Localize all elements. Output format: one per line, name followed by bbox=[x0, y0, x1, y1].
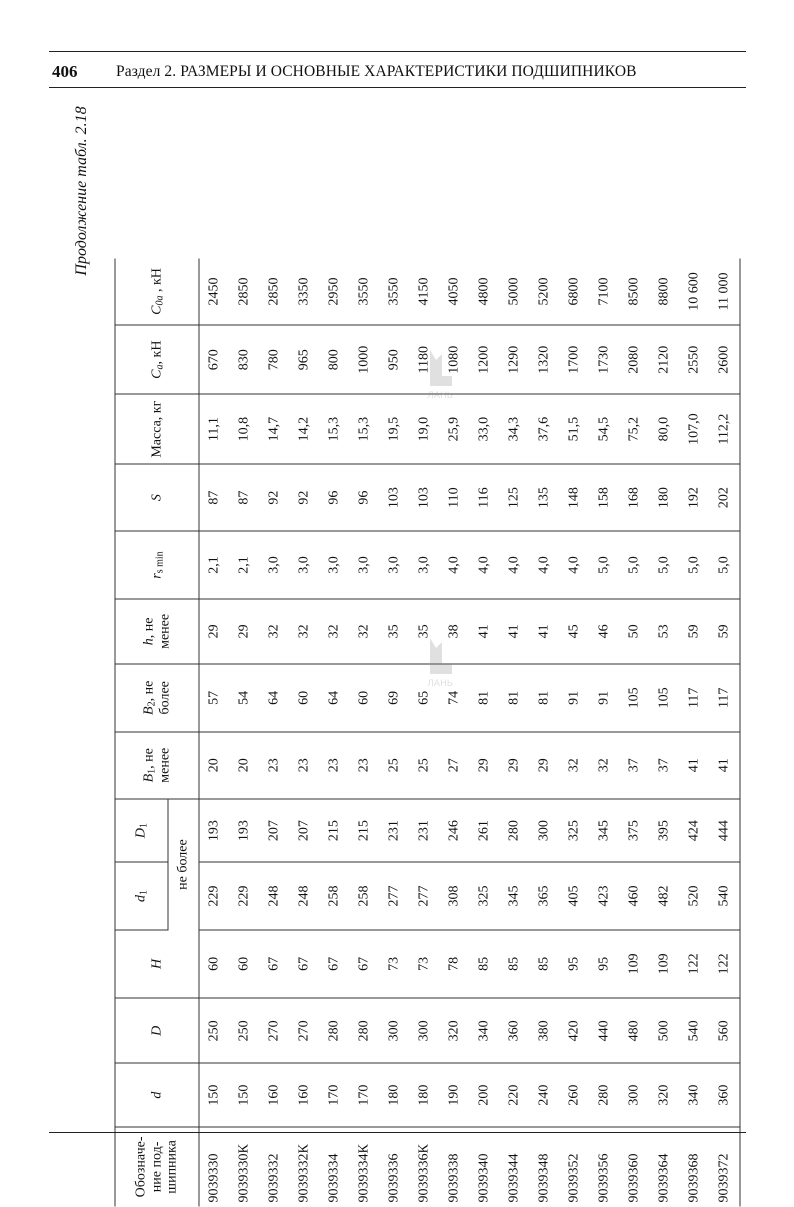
cell-B2: 81 bbox=[470, 664, 500, 731]
col-d1: $d_1$ bbox=[115, 862, 168, 929]
cell-Ca: 2550 bbox=[680, 325, 710, 394]
cell-d1: 248 bbox=[260, 862, 290, 929]
cell-d1: 423 bbox=[590, 862, 620, 929]
cell-B1: 27 bbox=[440, 732, 470, 799]
cell-rs-min: 4,0 bbox=[470, 531, 500, 598]
col-C0a: $C_{0a}$ , кН bbox=[115, 259, 199, 325]
cell-S: 135 bbox=[530, 464, 560, 531]
cell-rs-min: 3,0 bbox=[260, 531, 290, 598]
cell-H: 60 bbox=[230, 930, 260, 998]
cell-Ca: 950 bbox=[380, 325, 410, 394]
cell-C0a: 2450 bbox=[199, 259, 230, 325]
cell-d: 300 bbox=[620, 1064, 650, 1127]
cell-d1: 405 bbox=[560, 862, 590, 929]
cell-mass: 10,8 bbox=[230, 394, 260, 463]
col-not-more: не более bbox=[168, 799, 199, 930]
cell-mass: 33,0 bbox=[470, 394, 500, 463]
cell-C0a: 3550 bbox=[350, 259, 380, 325]
cell-d1: 482 bbox=[650, 862, 680, 929]
cell-h: 41 bbox=[470, 599, 500, 664]
cell-D1: 231 bbox=[380, 799, 410, 862]
cell-rs-min: 5,0 bbox=[680, 531, 710, 598]
cell-H: 109 bbox=[620, 930, 650, 998]
cell-mass: 11,1 bbox=[199, 394, 230, 463]
cell-h: 45 bbox=[560, 599, 590, 664]
cell-h: 35 bbox=[410, 599, 440, 664]
cell-S: 202 bbox=[710, 464, 741, 531]
cell-h: 29 bbox=[230, 599, 260, 664]
cell-B2: 54 bbox=[230, 664, 260, 731]
cell-C0a: 2850 bbox=[230, 259, 260, 325]
cell-D: 500 bbox=[650, 998, 680, 1063]
cell-Ca: 1080 bbox=[440, 325, 470, 394]
cell-B1: 25 bbox=[410, 732, 440, 799]
cell-designation: 9039356 bbox=[596, 1153, 612, 1203]
cell-S: 110 bbox=[440, 464, 470, 531]
cell-D1: 375 bbox=[620, 799, 650, 862]
cell-D: 340 bbox=[470, 998, 500, 1063]
cell-D: 540 bbox=[680, 998, 710, 1063]
cell-h: 32 bbox=[320, 599, 350, 664]
cell-H: 95 bbox=[560, 930, 590, 998]
cell-designation: 9039352 bbox=[566, 1153, 582, 1203]
cell-d: 150 bbox=[230, 1064, 260, 1127]
cell-D1: 395 bbox=[650, 799, 680, 862]
cell-designation: 9039336 bbox=[386, 1153, 402, 1203]
cell-Ca: 830 bbox=[230, 325, 260, 394]
cell-C0a: 10 600 bbox=[680, 259, 710, 325]
cell-d: 280 bbox=[590, 1064, 620, 1127]
cell-H: 67 bbox=[290, 930, 320, 998]
cell-D1: 424 bbox=[680, 799, 710, 862]
cell-B1: 25 bbox=[380, 732, 410, 799]
cell-B2: 60 bbox=[350, 664, 380, 731]
cell-designation: 9039334К bbox=[356, 1144, 372, 1203]
svg-text:ЛАНЬ: ЛАНЬ bbox=[427, 679, 453, 689]
cell-mass: 15,3 bbox=[320, 394, 350, 463]
cell-Ca: 2080 bbox=[620, 325, 650, 394]
cell-C0a: 2950 bbox=[320, 259, 350, 325]
col-D1: $D_1$ bbox=[115, 799, 168, 862]
col-h: h, не менее bbox=[115, 599, 199, 664]
cell-d: 220 bbox=[500, 1064, 530, 1127]
cell-D1: 345 bbox=[590, 799, 620, 862]
cell-d: 160 bbox=[260, 1064, 290, 1127]
cell-C0a: 11 000 bbox=[710, 259, 741, 325]
cell-S: 96 bbox=[350, 464, 380, 531]
cell-d: 160 bbox=[290, 1064, 320, 1127]
cell-D: 300 bbox=[410, 998, 440, 1063]
cell-rs-min: 3,0 bbox=[350, 531, 380, 598]
cell-S: 92 bbox=[260, 464, 290, 531]
cell-C0a: 5200 bbox=[530, 259, 560, 325]
cell-Ca: 1320 bbox=[530, 325, 560, 394]
cell-H: 85 bbox=[500, 930, 530, 998]
cell-D1: 261 bbox=[470, 799, 500, 862]
cell-D: 250 bbox=[230, 998, 260, 1063]
cell-S: 168 bbox=[620, 464, 650, 531]
cell-H: 67 bbox=[320, 930, 350, 998]
cell-designation: 9039330 bbox=[206, 1153, 222, 1203]
cell-rs-min: 5,0 bbox=[590, 531, 620, 598]
cell-B2: 91 bbox=[590, 664, 620, 731]
cell-B1: 23 bbox=[350, 732, 380, 799]
cell-d1: 229 bbox=[199, 862, 230, 929]
header-rule bbox=[49, 87, 746, 88]
cell-H: 122 bbox=[710, 930, 741, 998]
cell-B1: 29 bbox=[500, 732, 530, 799]
col-B1: $B_1$, не менее bbox=[115, 732, 199, 799]
cell-d1: 365 bbox=[530, 862, 560, 929]
cell-mass: 112,2 bbox=[710, 394, 741, 463]
cell-h: 41 bbox=[530, 599, 560, 664]
cell-C0a: 6800 bbox=[560, 259, 590, 325]
cell-mass: 51,5 bbox=[560, 394, 590, 463]
cell-mass: 34,3 bbox=[500, 394, 530, 463]
cell-D1: 193 bbox=[230, 799, 260, 862]
cell-D1: 207 bbox=[290, 799, 320, 862]
cell-B1: 32 bbox=[560, 732, 590, 799]
publisher-watermark-lower bbox=[422, 634, 458, 690]
cell-rs-min: 3,0 bbox=[410, 531, 440, 598]
cell-D: 320 bbox=[440, 998, 470, 1063]
cell-Ca: 1200 bbox=[470, 325, 500, 394]
cell-D1: 444 bbox=[710, 799, 741, 862]
cell-H: 122 bbox=[680, 930, 710, 998]
col-mass: Масса, кг bbox=[115, 394, 199, 463]
cell-H: 73 bbox=[410, 930, 440, 998]
cell-D1: 246 bbox=[440, 799, 470, 862]
cell-Ca: 1290 bbox=[500, 325, 530, 394]
cell-H: 85 bbox=[530, 930, 560, 998]
cell-C0a: 4800 bbox=[470, 259, 500, 325]
cell-d: 360 bbox=[710, 1064, 741, 1127]
cell-S: 87 bbox=[199, 464, 230, 531]
cell-B2: 60 bbox=[290, 664, 320, 731]
cell-H: 67 bbox=[260, 930, 290, 998]
cell-B1: 23 bbox=[260, 732, 290, 799]
cell-designation: 9039372 bbox=[716, 1153, 732, 1203]
cell-d: 150 bbox=[199, 1064, 230, 1127]
cell-d1: 460 bbox=[620, 862, 650, 929]
col-designation: Обозначе-ние под-шипника bbox=[115, 1127, 199, 1207]
cell-mass: 54,5 bbox=[590, 394, 620, 463]
cell-mass: 37,6 bbox=[530, 394, 560, 463]
cell-rs-min: 4,0 bbox=[440, 531, 470, 598]
cell-d1: 520 bbox=[680, 862, 710, 929]
table-row bbox=[290, 259, 320, 1207]
cell-designation: 9039336К bbox=[416, 1144, 432, 1203]
table-row bbox=[380, 259, 410, 1207]
cell-designation: 9039344 bbox=[506, 1153, 522, 1203]
cell-h: 50 bbox=[620, 599, 650, 664]
cell-B1: 37 bbox=[650, 732, 680, 799]
table-row bbox=[710, 259, 741, 1207]
cell-rs-min: 3,0 bbox=[290, 531, 320, 598]
cell-rs-min: 5,0 bbox=[650, 531, 680, 598]
cell-C0a: 7100 bbox=[590, 259, 620, 325]
cell-S: 103 bbox=[380, 464, 410, 531]
table-row bbox=[590, 259, 620, 1207]
cell-D: 420 bbox=[560, 998, 590, 1063]
cell-D: 280 bbox=[320, 998, 350, 1063]
cell-S: 192 bbox=[680, 464, 710, 531]
cell-B1: 23 bbox=[320, 732, 350, 799]
cell-B2: 105 bbox=[620, 664, 650, 731]
cell-B2: 64 bbox=[260, 664, 290, 731]
table-row bbox=[230, 259, 260, 1207]
cell-d: 180 bbox=[410, 1064, 440, 1127]
col-rs-min: $r_{s min}$ bbox=[115, 531, 199, 598]
cell-mass: 19,0 bbox=[410, 394, 440, 463]
bottom-rule bbox=[49, 1132, 746, 1133]
cell-rs-min: 3,0 bbox=[320, 531, 350, 598]
cell-designation: 9039332 bbox=[266, 1153, 282, 1203]
cell-h: 35 bbox=[380, 599, 410, 664]
cell-rs-min: 5,0 bbox=[710, 531, 741, 598]
cell-rs-min: 2,1 bbox=[230, 531, 260, 598]
cell-d: 240 bbox=[530, 1064, 560, 1127]
cell-d: 200 bbox=[470, 1064, 500, 1127]
cell-C0a: 8800 bbox=[650, 259, 680, 325]
cell-S: 158 bbox=[590, 464, 620, 531]
table-row bbox=[560, 259, 590, 1207]
cell-B1: 41 bbox=[680, 732, 710, 799]
cell-D: 270 bbox=[290, 998, 320, 1063]
cell-d1: 258 bbox=[320, 862, 350, 929]
cell-Ca: 965 bbox=[290, 325, 320, 394]
cell-h: 41 bbox=[500, 599, 530, 664]
cell-B2: 117 bbox=[710, 664, 741, 731]
cell-Ca: 2600 bbox=[710, 325, 741, 394]
cell-H: 78 bbox=[440, 930, 470, 998]
cell-S: 92 bbox=[290, 464, 320, 531]
cell-d: 320 bbox=[650, 1064, 680, 1127]
cell-d1: 229 bbox=[230, 862, 260, 929]
cell-D1: 215 bbox=[320, 799, 350, 862]
cell-D: 270 bbox=[260, 998, 290, 1063]
cell-S: 96 bbox=[320, 464, 350, 531]
publisher-watermark-upper bbox=[422, 346, 458, 402]
cell-B2: 69 bbox=[380, 664, 410, 731]
cell-H: 73 bbox=[380, 930, 410, 998]
cell-C0a: 8500 bbox=[620, 259, 650, 325]
cell-B1: 20 bbox=[230, 732, 260, 799]
cell-mass: 19,5 bbox=[380, 394, 410, 463]
col-S: S bbox=[115, 464, 199, 531]
cell-B1: 32 bbox=[590, 732, 620, 799]
table-row bbox=[260, 259, 290, 1207]
cell-Ca: 1730 bbox=[590, 325, 620, 394]
cell-Ca: 2120 bbox=[650, 325, 680, 394]
cell-d: 340 bbox=[680, 1064, 710, 1127]
cell-D1: 280 bbox=[500, 799, 530, 862]
cell-D: 480 bbox=[620, 998, 650, 1063]
table-row bbox=[320, 259, 350, 1207]
cell-designation: 9039360 bbox=[626, 1153, 642, 1203]
cell-rs-min: 5,0 bbox=[620, 531, 650, 598]
cell-B2: 57 bbox=[199, 664, 230, 731]
cell-B1: 29 bbox=[470, 732, 500, 799]
cell-B2: 105 bbox=[650, 664, 680, 731]
cell-C0a: 2850 bbox=[260, 259, 290, 325]
cell-H: 85 bbox=[470, 930, 500, 998]
cell-rs-min: 2,1 bbox=[199, 531, 230, 598]
cell-designation: 9039332К bbox=[296, 1144, 312, 1203]
cell-rs-min: 4,0 bbox=[530, 531, 560, 598]
cell-d1: 277 bbox=[380, 862, 410, 929]
cell-D1: 215 bbox=[350, 799, 380, 862]
cell-designation: 9039334 bbox=[326, 1153, 342, 1203]
col-Ca: $C_a$, кН bbox=[115, 325, 199, 394]
cell-B2: 81 bbox=[500, 664, 530, 731]
cell-designation: 9039338 bbox=[446, 1153, 462, 1203]
cell-Ca: 1180 bbox=[410, 325, 440, 394]
cell-C0a: 4150 bbox=[410, 259, 440, 325]
table-row bbox=[350, 259, 380, 1207]
cell-h: 32 bbox=[290, 599, 320, 664]
cell-h: 32 bbox=[260, 599, 290, 664]
cell-H: 109 bbox=[650, 930, 680, 998]
cell-d1: 540 bbox=[710, 862, 741, 929]
page-number: 406 bbox=[52, 62, 78, 81]
cell-B2: 117 bbox=[680, 664, 710, 731]
cell-designation: 9039368 bbox=[686, 1153, 702, 1203]
cell-designation: 9039330К bbox=[236, 1144, 252, 1203]
cell-mass: 75,2 bbox=[620, 394, 650, 463]
col-H: H bbox=[115, 930, 199, 998]
cell-D1: 231 bbox=[410, 799, 440, 862]
cell-rs-min: 4,0 bbox=[560, 531, 590, 598]
cell-d: 190 bbox=[440, 1064, 470, 1127]
cell-D: 440 bbox=[590, 998, 620, 1063]
cell-mass: 14,7 bbox=[260, 394, 290, 463]
cell-d: 170 bbox=[320, 1064, 350, 1127]
cell-mass: 80,0 bbox=[650, 394, 680, 463]
cell-D: 300 bbox=[380, 998, 410, 1063]
cell-B1: 37 bbox=[620, 732, 650, 799]
cell-B1: 29 bbox=[530, 732, 560, 799]
cell-D: 280 bbox=[350, 998, 380, 1063]
cell-d: 260 bbox=[560, 1064, 590, 1127]
cell-Ca: 1000 bbox=[350, 325, 380, 394]
cell-rs-min: 3,0 bbox=[380, 531, 410, 598]
cell-h: 46 bbox=[590, 599, 620, 664]
cell-Ca: 780 bbox=[260, 325, 290, 394]
continuation-label: Продолжение табл. 2.18 bbox=[73, 106, 90, 276]
cell-D: 360 bbox=[500, 998, 530, 1063]
cell-B1: 23 bbox=[290, 732, 320, 799]
cell-Ca: 1700 bbox=[560, 325, 590, 394]
col-B2: $B_2$, не более bbox=[115, 664, 199, 731]
cell-d1: 308 bbox=[440, 862, 470, 929]
cell-h: 32 bbox=[350, 599, 380, 664]
col-d: d bbox=[115, 1064, 199, 1127]
col-D: D bbox=[115, 998, 199, 1063]
cell-S: 103 bbox=[410, 464, 440, 531]
cell-B2: 74 bbox=[440, 664, 470, 731]
cell-D: 250 bbox=[199, 998, 230, 1063]
cell-d1: 345 bbox=[500, 862, 530, 929]
cell-D1: 300 bbox=[530, 799, 560, 862]
cell-mass: 107,0 bbox=[680, 394, 710, 463]
cell-C0a: 3550 bbox=[380, 259, 410, 325]
table-row bbox=[530, 259, 560, 1207]
running-title: Раздел 2. РАЗМЕРЫ И ОСНОВНЫЕ ХАРАКТЕРИСТИКИ ПОДШИПНИКОВ bbox=[116, 63, 637, 80]
cell-designation: 9039340 bbox=[476, 1153, 492, 1203]
table-row bbox=[470, 259, 500, 1207]
cell-C0a: 5000 bbox=[500, 259, 530, 325]
cell-h: 53 bbox=[650, 599, 680, 664]
cell-h: 59 bbox=[710, 599, 741, 664]
cell-B2: 81 bbox=[530, 664, 560, 731]
cell-B2: 64 bbox=[320, 664, 350, 731]
cell-B2: 65 bbox=[410, 664, 440, 731]
table-row bbox=[620, 259, 650, 1207]
cell-mass: 25,9 bbox=[440, 394, 470, 463]
cell-B2: 91 bbox=[560, 664, 590, 731]
cell-S: 180 bbox=[650, 464, 680, 531]
cell-D: 560 bbox=[710, 998, 741, 1063]
cell-D1: 193 bbox=[199, 799, 230, 862]
cell-S: 148 bbox=[560, 464, 590, 531]
cell-d: 170 bbox=[350, 1064, 380, 1127]
cell-Ca: 670 bbox=[199, 325, 230, 394]
table-row bbox=[650, 259, 680, 1207]
table-body bbox=[199, 259, 740, 1207]
cell-C0a: 3350 bbox=[290, 259, 320, 325]
top-rule bbox=[49, 51, 746, 52]
cell-H: 67 bbox=[350, 930, 380, 998]
table-row bbox=[500, 259, 530, 1207]
svg-text:ЛАНЬ: ЛАНЬ bbox=[427, 391, 453, 401]
cell-B1: 20 bbox=[199, 732, 230, 799]
cell-Ca: 800 bbox=[320, 325, 350, 394]
cell-h: 59 bbox=[680, 599, 710, 664]
table-row bbox=[199, 259, 230, 1207]
cell-D1: 207 bbox=[260, 799, 290, 862]
cell-S: 87 bbox=[230, 464, 260, 531]
cell-mass: 14,2 bbox=[290, 394, 320, 463]
cell-designation: 9039364 bbox=[656, 1153, 672, 1203]
cell-D: 380 bbox=[530, 998, 560, 1063]
cell-rs-min: 4,0 bbox=[500, 531, 530, 598]
cell-B1: 41 bbox=[710, 732, 741, 799]
cell-mass: 15,3 bbox=[350, 394, 380, 463]
cell-designation: 9039348 bbox=[536, 1153, 552, 1203]
cell-d: 180 bbox=[380, 1064, 410, 1127]
cell-h: 29 bbox=[199, 599, 230, 664]
cell-H: 60 bbox=[199, 930, 230, 998]
cell-d1: 258 bbox=[350, 862, 380, 929]
cell-h: 38 bbox=[440, 599, 470, 664]
table-row bbox=[680, 259, 710, 1207]
cell-S: 125 bbox=[500, 464, 530, 531]
cell-d1: 277 bbox=[410, 862, 440, 929]
cell-D1: 325 bbox=[560, 799, 590, 862]
cell-C0a: 4050 bbox=[440, 259, 470, 325]
cell-d1: 248 bbox=[290, 862, 320, 929]
cell-d1: 325 bbox=[470, 862, 500, 929]
cell-H: 95 bbox=[590, 930, 620, 998]
cell-S: 116 bbox=[470, 464, 500, 531]
